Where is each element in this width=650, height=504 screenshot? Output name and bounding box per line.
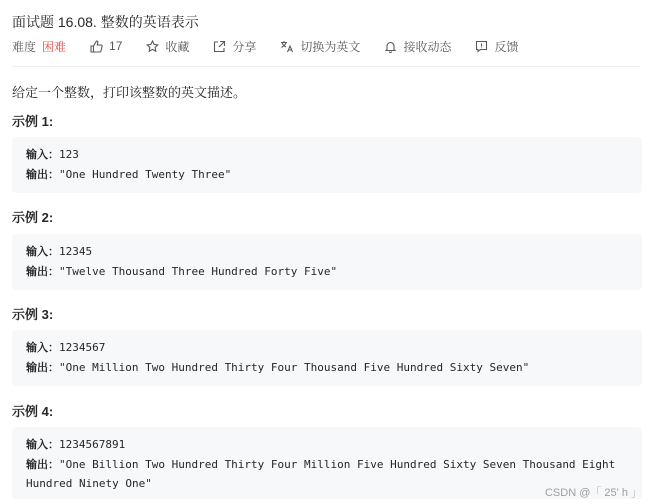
example-output-line bbox=[26, 265, 337, 279]
example-title: 示例 3: bbox=[12, 307, 54, 322]
output-label: 输出： bbox=[26, 361, 59, 374]
watermark: CSDN @「 25' h 」 bbox=[544, 487, 642, 499]
difficulty bbox=[12, 38, 66, 55]
input-label: 输入： bbox=[26, 341, 59, 354]
example-input-line bbox=[26, 245, 92, 259]
divider bbox=[12, 66, 640, 67]
example-output-continuation: Hundred Ninety One" bbox=[26, 477, 152, 490]
star-icon bbox=[146, 40, 159, 53]
example-input-line bbox=[26, 148, 79, 162]
input-label: 输入： bbox=[26, 148, 59, 161]
example-input-value: 1234567891 bbox=[59, 438, 126, 451]
example-title: 示例 2: bbox=[12, 210, 54, 225]
thumbs-up-icon bbox=[90, 40, 103, 53]
feedback-label: 反馈 bbox=[494, 39, 519, 54]
example-block bbox=[12, 137, 642, 193]
problem-meta-bar bbox=[12, 37, 542, 55]
example-output-value: "Twelve Thousand Three Hundred Forty Five" bbox=[59, 265, 338, 278]
input-label: 输入： bbox=[26, 438, 59, 451]
notifications-button[interactable] bbox=[384, 38, 451, 55]
example-title: 示例 1: bbox=[12, 114, 54, 129]
example-input-line bbox=[26, 438, 125, 452]
output-label: 输出： bbox=[26, 458, 59, 471]
example-output-value: "One Billion Two Hundred Thirty Four Million Five Hundred Sixty Seven Thousand Eight bbox=[59, 458, 616, 471]
difficulty-label: 难度 bbox=[12, 39, 37, 54]
example-block bbox=[12, 330, 642, 386]
example-title: 示例 4: bbox=[12, 404, 54, 419]
feedback-icon bbox=[475, 40, 488, 53]
feedback-button[interactable] bbox=[475, 38, 518, 55]
favorite-button[interactable] bbox=[146, 38, 189, 55]
difficulty-value: 困难 bbox=[42, 39, 67, 54]
output-label: 输出： bbox=[26, 265, 59, 278]
example-input-value: 12345 bbox=[59, 245, 93, 258]
share-label: 分享 bbox=[232, 39, 257, 54]
like-button[interactable] bbox=[90, 39, 122, 53]
example-output-line bbox=[26, 361, 529, 375]
input-label: 输入： bbox=[26, 245, 59, 258]
example-input-value: 1234567 bbox=[59, 341, 106, 354]
example-output-line bbox=[26, 458, 615, 472]
problem-title: 面试题 16.08. 整数的英语表示 bbox=[12, 14, 199, 30]
switch-language-button[interactable] bbox=[280, 38, 360, 55]
translate-icon bbox=[280, 40, 294, 53]
share-button[interactable] bbox=[213, 38, 256, 55]
example-output-line bbox=[26, 168, 231, 182]
switch-language-label: 切换为英文 bbox=[300, 39, 361, 54]
example-output-value: "One Hundred Twenty Three" bbox=[59, 168, 232, 181]
output-label: 输出： bbox=[26, 168, 59, 181]
example-block bbox=[12, 234, 642, 290]
favorite-label: 收藏 bbox=[165, 39, 190, 54]
notifications-label: 接收动态 bbox=[403, 39, 452, 54]
share-icon bbox=[213, 40, 226, 53]
example-input-line bbox=[26, 341, 105, 355]
example-input-value: 123 bbox=[59, 148, 79, 161]
example-output-value: "One Million Two Hundred Thirty Four Thousand Five Hundred Sixty Seven" bbox=[59, 361, 530, 374]
bell-icon bbox=[384, 40, 397, 53]
like-count: 17 bbox=[109, 39, 123, 53]
problem-description: 给定一个整数，打印该整数的英文描述。 bbox=[12, 85, 247, 100]
